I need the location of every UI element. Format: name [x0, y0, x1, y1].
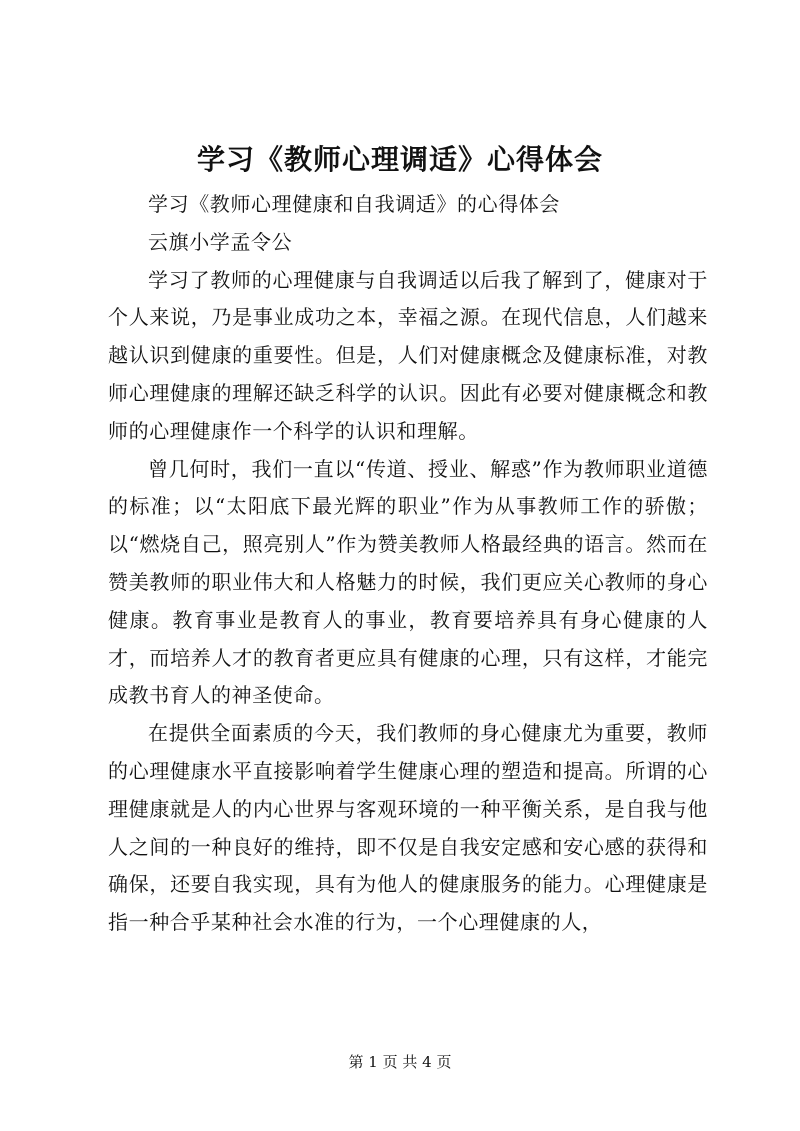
- subtitle-line: 学习《教师心理健康和自我调适》的心得体会: [148, 192, 560, 216]
- paragraph-1: 学习了教师的心理健康与自我调适以后我了解到了，健康对于个人来说，乃是事业成功之本，幸福之源。在现代信息，人们越来越认识到健康的重要性。但是，人们对健康概念及健康标准，对教师心理健康的理解还缺乏科学的认识。因此有必要对健康概念和教师的心理健康作一个科学的认识和理解。: [108, 267, 708, 443]
- paragraph-2: 曾几何时，我们一直以“传道、授业、解惑”作为教师职业道德的标准；以“太阳底下最光辉的职业”作为从事教师工作的骄傲；以“燃烧自己，照亮别人”作为赞美教师人格最经典的语言。然而在赞美教师的职业伟大和人格魅力的时候，我们更应关心教师的身心健康。教育事业是教育人的事业，教育要培养具有身心健康的人才，而培养人才的教育者更应具有健康的心理，只有这样，才能完成教书育人的神圣使命。: [108, 456, 708, 708]
- document-body: [108, 186, 708, 942]
- paragraph-3: 在提供全面素质的今天，我们教师的身心健康尤为重要，教师的心理健康水平直接影响着学生健康心理的塑造和提高。所谓的心理健康就是人的内心世界与客观环境的一种平衡关系，是自我与他人之间的一种良好的维持，即不仅是自我安定感和安心感的获得和确保，还要自我实现，具有为他人的健康服务的能力。心理健康是指一种合乎某种社会水准的行为，一个心理健康的人，: [108, 721, 708, 935]
- author-line: 云旗小学孟令公: [148, 229, 293, 254]
- page-footer: 第 1 页 共 4 页: [348, 1053, 452, 1071]
- document-title: 学习《教师心理调适》心得体会: [196, 143, 603, 176]
